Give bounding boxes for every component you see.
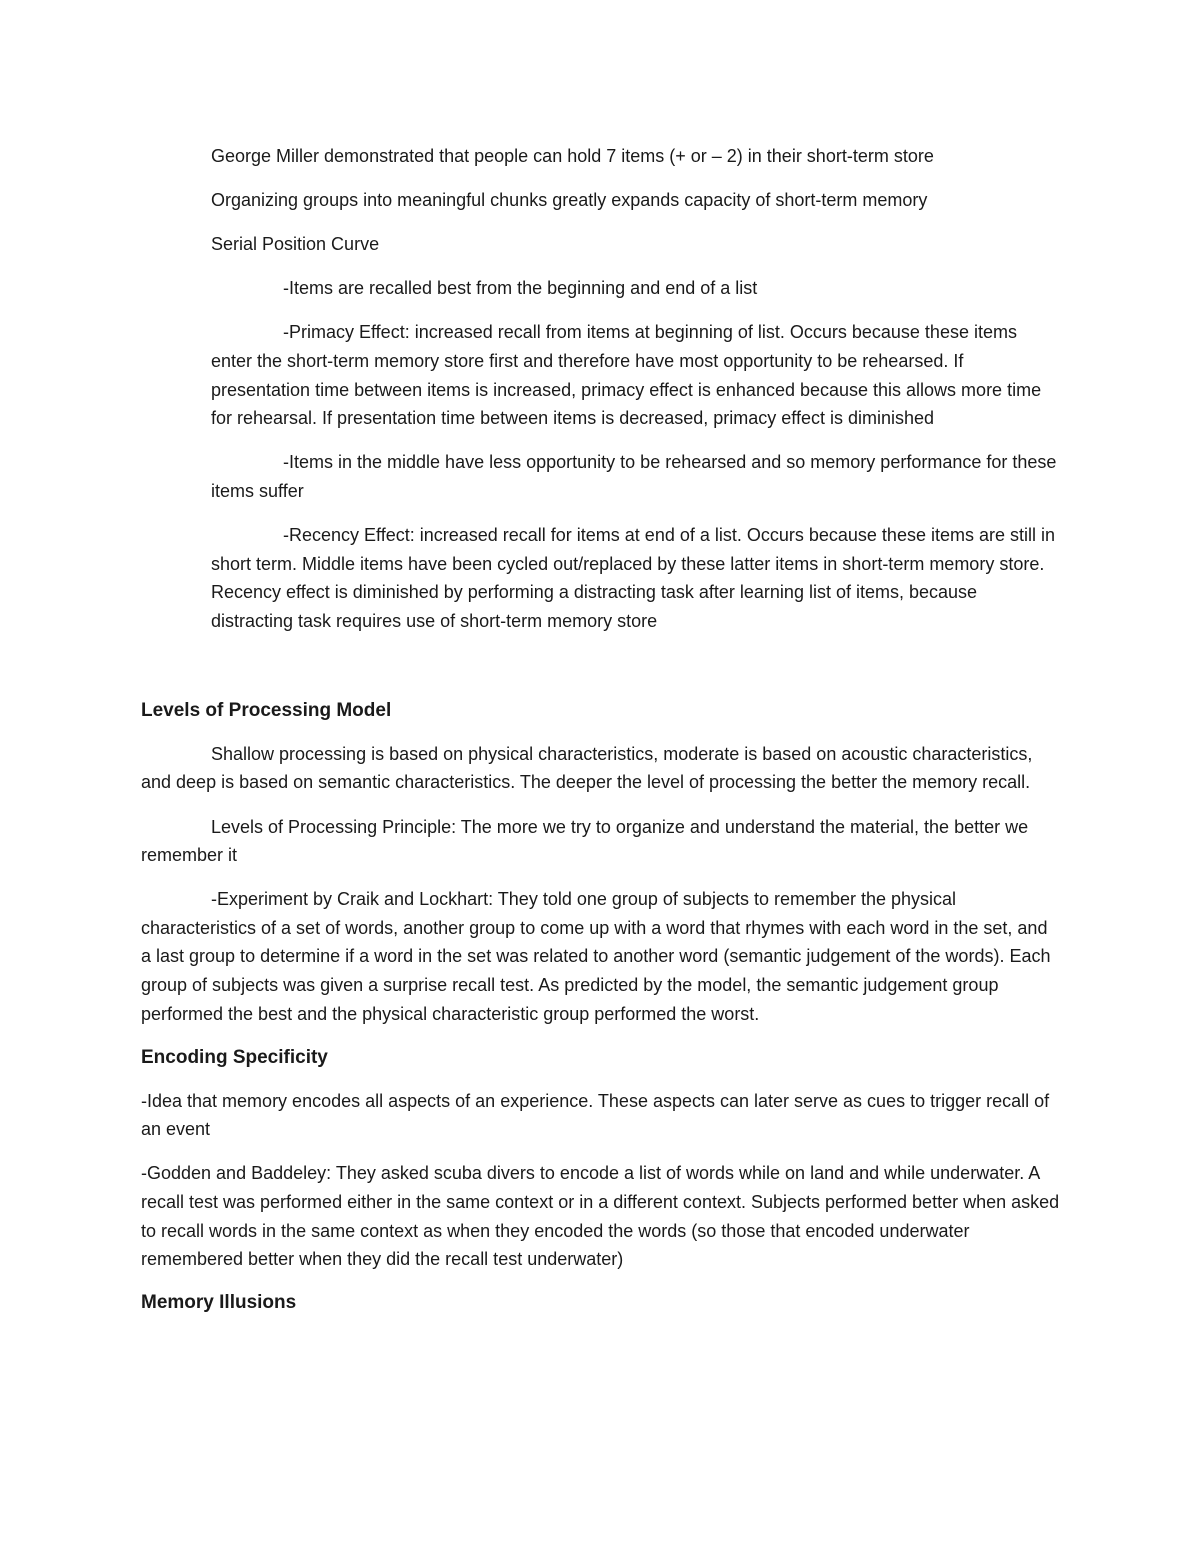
heading-encoding-specificity: Encoding Specificity bbox=[141, 1046, 328, 1068]
heading-memory-illusions: Memory Illusions bbox=[141, 1292, 297, 1314]
paragraph-primacy-effect: -Primacy Effect: increased recall from items at beginning of list. Occurs because these items enter the short-term memory store first and therefore have most opportunity to be rehearsed. If presentation time between items is increased, primacy effect is enhanced because this allows more time for rehearsal. If presentation time between items is decreased, primacy effect is diminished bbox=[211, 322, 1042, 429]
section-spacer bbox=[141, 651, 1061, 697]
paragraph-recency-effect: -Recency Effect: increased recall for items at end of a list. Occurs because these items are still in short term. Middle items have been cycled out/replaced by these latter items in short-term memory store. Recency effect is diminished by performing a distracting task after learning list of items, because distracting task requires use of short-term memory store bbox=[211, 524, 1055, 631]
paragraph-encoding-idea: -Idea that memory encodes all aspects of an experience. These aspects can later serve as cues to trigger recall of an event bbox=[141, 1090, 1050, 1140]
paragraph-shallow-processing: Shallow processing is based on physical characteristics, moderate is based on acoustic characteristics, and deep is based on semantic characteristics. The deeper the level of processing the better the memory recall. bbox=[141, 743, 1033, 793]
heading-levels-of-processing: Levels of Processing Model bbox=[141, 699, 392, 721]
document-body bbox=[141, 142, 1061, 1332]
paragraph-miller: George Miller demonstrated that people can hold 7 items (+ or – 2) in their short-term store bbox=[211, 146, 934, 166]
paragraph-middle-items: -Items in the middle have less opportunity to be rehearsed and so memory performance for these items suffer bbox=[211, 452, 1057, 501]
paragraph-serial-position: Serial Position Curve bbox=[211, 234, 380, 255]
paragraph-craik-lockhart: -Experiment by Craik and Lockhart: They told one group of subjects to remember the physical characteristics of a set of words, another group to come up with a word that rhymes with each word in the set, and a last group to determine if a word in the set was related to another word (semantic judgement of the words). Each group of subjects was given a surprise recall test. As predicted by the model, the semantic judgement group performed the best and the physical characteristic group performed the worst. bbox=[141, 889, 1051, 1024]
paragraph-chunking: Organizing groups into meaningful chunks greatly expands capacity of short-term memory bbox=[211, 190, 928, 211]
paragraph-godden-baddeley: -Godden and Baddeley: They asked scuba divers to encode a list of words while on land and while underwater. A recall test was performed either in the same context or in a different context. Subjects performed better when asked to recall words in the same context as when they encoded the words (so those that encoded underwater remembered better when they did the recall test underwater) bbox=[141, 1163, 1060, 1270]
paragraph-processing-principle: Levels of Processing Principle: The more we try to organize and understand the material, the better we remember it bbox=[141, 816, 1029, 866]
paragraph-recall-best: -Items are recalled best from the beginning and end of a list bbox=[283, 278, 758, 299]
